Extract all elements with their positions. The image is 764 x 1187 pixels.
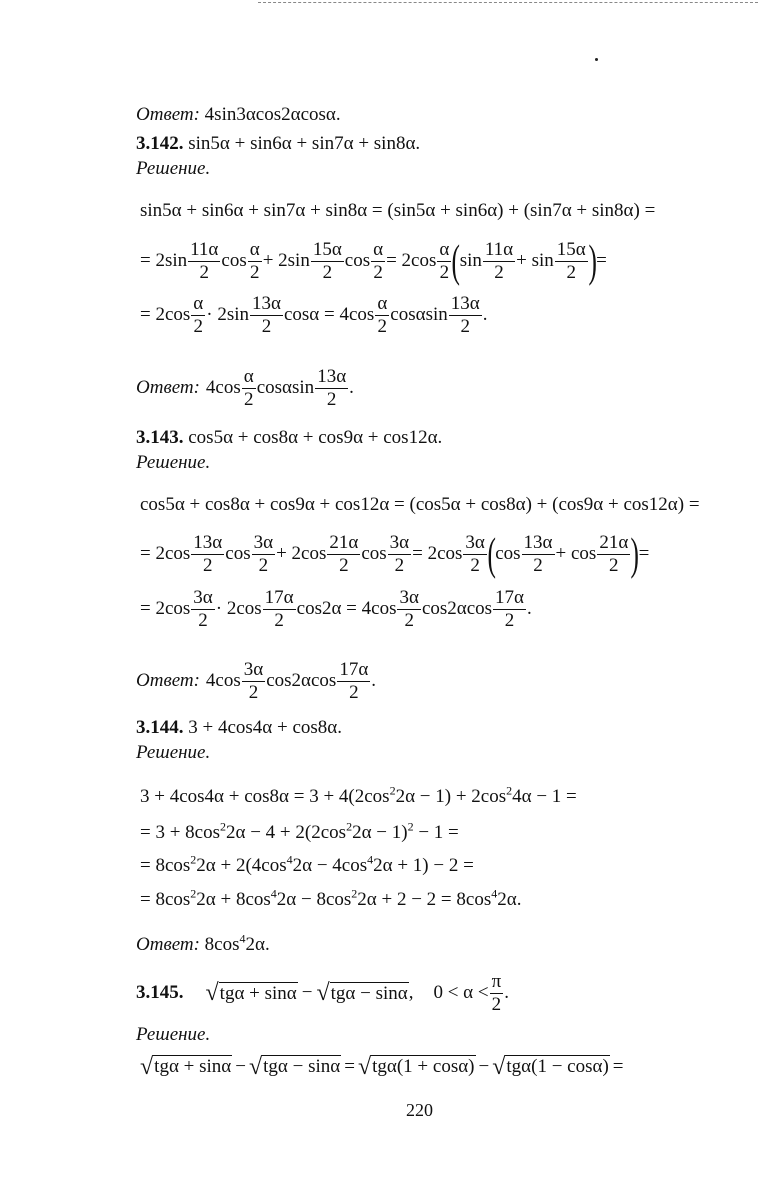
fraction: $\frac{\alpha}{2}$ [249,238,260,283]
fraction: $\frac{15\alpha}{2}$ [312,238,342,283]
fraction: $\frac{\alpha}{2}$ [439,238,450,283]
eq-3-144-line4: = $8\cos^22\alpha + 8\cos^42\alpha - 8\cos^22\alpha + 2 - 2 = 8\cos^42\alpha$. [140,886,522,910]
big-paren-right: ) [630,528,640,579]
page-number: 220 [406,1100,433,1120]
fraction: $\frac{3\alpha}{2}$ [243,659,264,703]
problem-task: sin5α + sin6α + sin7α + sin8α. [188,133,421,154]
answer-3-142: Ответ: 4cos $\frac{\alpha}{2}$ cosαsin $\frac{13\alpha}{2}$ . [136,366,354,410]
eq-3-144-line1: $3 + 4\cos 4\alpha + \cos 8\alpha = 3 + 4(2\cos^22\alpha - 1) + 2\cos^24\alpha - 1$ = [140,783,577,807]
fraction: $\frac{\alpha}{2}$ [377,293,388,337]
fraction: $\frac{\alpha}{2}$ [193,293,204,337]
problem-number: 3.142. [136,133,184,154]
eq-3-142-line1: sin5α + sin6α + sin7α + sin8α = (sin5α + sin6α) + (sin7α + sin8α) = [140,200,656,221]
answer-3-143: Ответ: 4cos $\frac{3\alpha}{2}$ cos2αcos $\frac{17\alpha}{2}$ . [136,659,377,703]
big-paren-left: ( [451,235,461,286]
fraction: $\frac{21\alpha}{2}$ [599,531,629,576]
solution-label: Решение. [136,1024,211,1045]
eq-3-142-line2: = 2sin $\frac{11\alpha}{2}$ cos $\frac{\alpha}{2}$ + 2sin $\frac{15\alpha}{2}$ cos $\frac{\alpha}{2}$ = 2cos $\frac{\alpha}{2}$ ( sin $\frac{11\alpha}{2}$ + sin $\frac{15\alpha}{2}$ ) = [140,235,607,286]
problem-3-144: 3.144. 3 + 4cos4α + cos8α. [136,717,342,738]
answer-3-144: Ответ: $8\cos^42\alpha$. [136,931,270,955]
solution-label: Решение. [136,452,211,473]
fraction: $\frac{11\alpha}{2}$ [190,238,219,283]
sqrt: √ tgα + sinα [140,1054,232,1080]
sqrt: √ tgα(1 + cosα) [357,1054,475,1080]
fraction: $\frac{13\alpha}{2}$ [450,293,480,337]
eq-3-142-line3: = 2cos $\frac{\alpha}{2}$ · 2sin $\frac{13\alpha}{2}$ cosα = 4cos $\frac{\alpha}{2}$ cosαsin $\frac{13\alpha}{2}$ . [140,293,488,337]
eq-3-144-line2: = $3 + 8\cos^22\alpha - 4 + 2(2\cos^22\alpha - 1)^2 - 1$ = [140,819,459,843]
big-paren-left: ( [487,528,496,579]
fraction: $\frac{3\alpha}{2}$ [389,531,410,576]
eq-3-143-line1: cos5α + cos8α + cos9α + cos12α = (cos5α + cos8α) + (cos9α + cos12α) = [140,494,700,515]
fraction: $\frac{3\alpha}{2}$ [399,587,419,631]
sqrt: √ tgα + sinα [205,980,297,1007]
fraction: $\frac{13\alpha}{2}$ [523,531,553,576]
problem-3-145: 3.145. √ tgα + sinα − √ tgα − sinα , 0 < α < $\frac{\pi}{2}$ . [136,971,509,1015]
answer-3-141 [136,104,341,126]
fraction: $\frac{3\alpha}{2}$ [465,531,485,576]
sqrt: √ tgα − sinα [248,1054,341,1080]
big-paren-right: ) [588,235,597,286]
top-rule [258,2,758,3]
eq-3-143-line3: = 2cos $\frac{3\alpha}{2}$ · 2cos $\frac{17\alpha}{2}$ cos2α = 4cos $\frac{3\alpha}{2}$ cos2αcos $\frac{17\alpha}{2}$ . [140,587,532,631]
speck [595,58,598,61]
eq-3-144-line3: = $8\cos^22\alpha + 2(4\cos^42\alpha - 4\cos^42\alpha + 1) - 2$ = [140,852,474,876]
answer-text: 4sin3αcos2αcosα. [204,104,341,125]
fraction: $\frac{13\alpha}{2}$ [193,531,223,576]
fraction: $\frac{21\alpha}{2}$ [329,531,359,576]
fraction: $\frac{3\alpha}{2}$ [253,531,274,576]
fraction: $\frac{\pi}{2}$ [491,971,502,1015]
problem-3-143: 3.143. cos5α + cos8α + cos9α + cos12α. [136,427,443,448]
fraction: $\frac{13\alpha}{2}$ [317,366,347,410]
fraction: $\frac{13\alpha}{2}$ [252,293,281,337]
fraction: $\frac{\alpha}{2}$ [243,366,254,410]
answer-label: Ответ: [136,104,200,125]
fraction: $\frac{17\alpha}{2}$ [339,659,369,703]
fraction: $\frac{17\alpha}{2}$ [495,587,525,631]
fraction: $\frac{11\alpha}{2}$ [484,238,514,283]
solution-label: Решение. [136,742,211,763]
fraction: $\frac{15\alpha}{2}$ [556,238,586,283]
solution-label: Решение. [136,158,211,179]
fraction: $\frac{\alpha}{2}$ [373,238,384,283]
problem-3-142 [136,133,420,155]
sqrt: √ tgα − sinα [316,980,408,1007]
eq-3-145-line1: √ tgα + sinα − √ tgα − sinα = √ tgα(1 + cosα) − √ tgα(1 − cosα) = [140,1054,624,1080]
eq-3-143-line2: = 2cos $\frac{13\alpha}{2}$ cos $\frac{3\alpha}{2}$ + 2cos $\frac{21\alpha}{2}$ cos $\frac{3\alpha}{2}$ = 2cos $\frac{3\alpha}{2}$ ( cos $\frac{13\alpha}{2}$ + cos $\frac{21\alpha}{2}$ ) = [140,528,650,579]
sqrt: √ tgα(1 − cosα) [492,1054,609,1080]
fraction: $\frac{17\alpha}{2}$ [264,587,294,631]
fraction: $\frac{3\alpha}{2}$ [193,587,213,631]
